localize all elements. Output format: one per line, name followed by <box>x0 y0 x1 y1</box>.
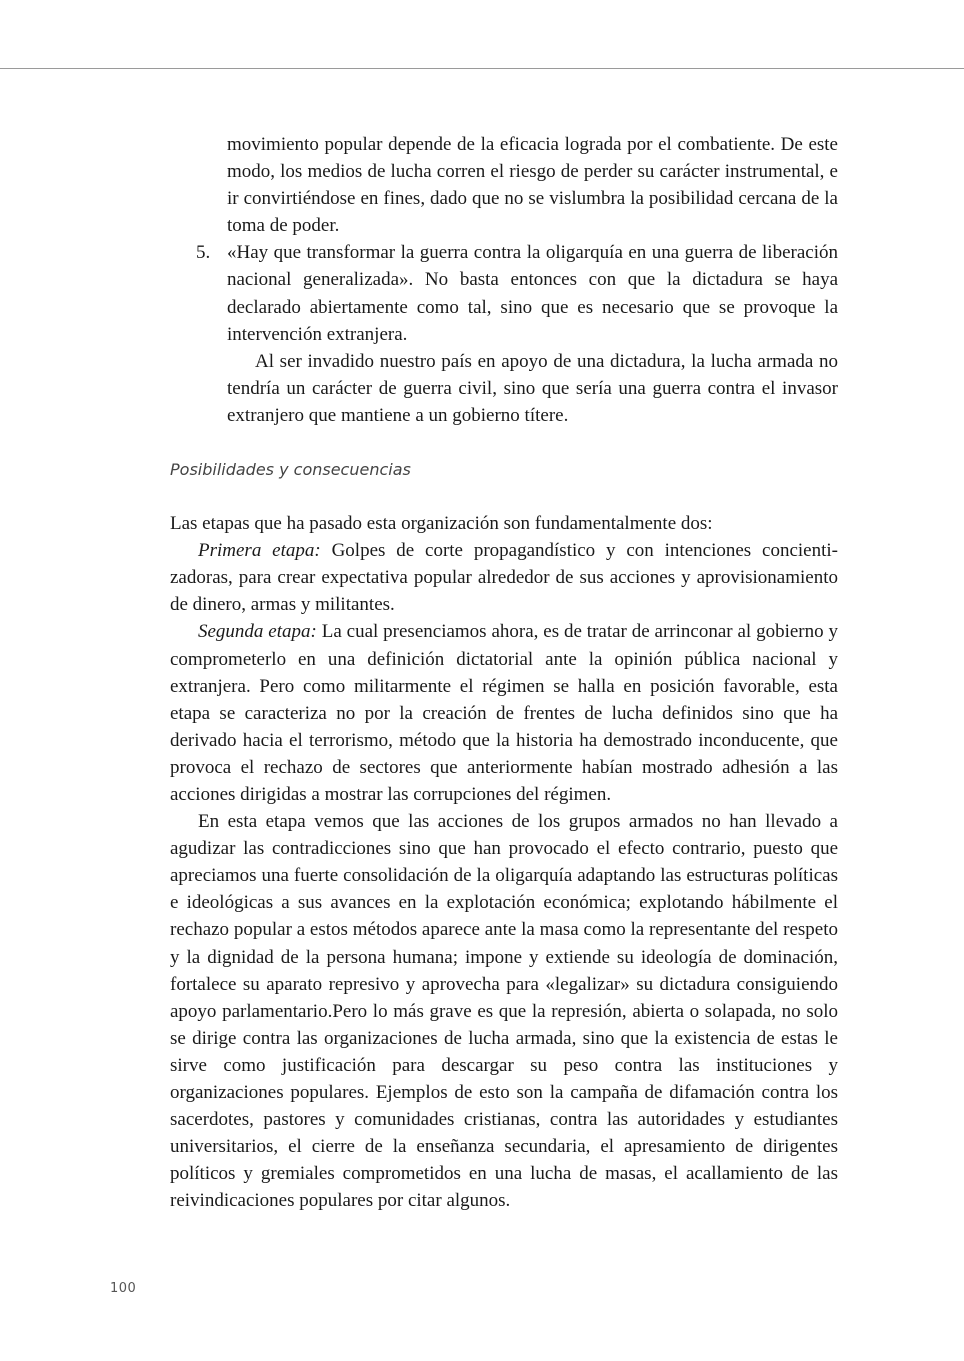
stage-2-text: La cual presenciamos ahora, es de tratar de arrinconar al gobierno y comprometerlo en una definición dictatorial ante la opinión pública nacional y extranjera. Pero como militarmente el régimen se halla en posición favorable, esta etapa se caracteriza no por la creación de frentes de lucha definidos sino que ha derivado hacia el terrorismo, método que la historia ha demostrado inconducente, que provoca el rechazo de sectores que anteriormente habían mostrado adhesión a las acciones dirigidas a mostrar las corrupciones del régimen. <box>170 621 838 805</box>
stage-2-label: Segunda etapa: <box>198 621 317 643</box>
header-rule <box>0 68 964 69</box>
closing-paragraph: En esta etapa vemos que las acciones de los grupos armados no han llevado a agudizar las contradicciones sino que han provocado el efecto contrario, puesto que apreciamos una fuerte consolidación de la oligarquía adaptando las estructuras políticas e ideológicas a sus avances en la explotación económica; explotando hábilmente el rechazo popular a estos métodos aparece ante la masa como la representante del respeto y la dignidad de la persona humana; impone y extiende su ideología de dominación, fortalece su aparato represivo y aprovecha para «legalizar» su dictadura consiguiendo apoyo parlamentario.Pero lo más grave es que la represión, abierta o solapada, no solo se dirige contra las organizaciones de lucha armada, sino que la existencia de estas le sirve como justificación para descargar su peso contra las instituciones y organizaciones populares. Ejemplos de esto son la campaña de difamación contra los sacerdotes, pastores y comunidades cristianas, contra las autoridades y estudiantes universitarios, el cierre de la enseñanza secundaria, el apresamiento de dirigentes políticos y gremiales comprometidos en una lucha de masas, el acallamiento de las reivindicaciones populares por citar algunos. <box>170 811 838 1212</box>
body-text <box>170 131 838 1214</box>
list-item-5 <box>196 239 838 429</box>
list-item-text: «Hay que transformar la guerra contra la oligarquía en una guerra de liberación nacional generalizada». No basta entonces con que la dictadura se haya declarado abiertamente como tal, sino que es necesario que se provoque la intervención extranjera. <box>227 242 838 345</box>
stage-1-paragraph <box>170 537 838 618</box>
list-number: 5. <box>196 242 211 264</box>
list-item-followup: Al ser invadido nuestro país en apoyo de una dictadura, la lucha armada no tendría un carácter de guerra civil, sino que sería una guerra contra el invasor extranjero que mantiene a un gobierno títere. <box>227 350 838 426</box>
stage-1-label: Primera etapa: <box>198 540 321 562</box>
numbered-list <box>196 131 838 429</box>
section-heading: Posibilidades y consecuencias <box>170 460 411 480</box>
intro-paragraph: Las etapas que ha pasado esta organización son fundamentalmente dos: <box>170 513 713 535</box>
page-number: 100 <box>110 1281 137 1296</box>
stage-2-paragraph <box>170 618 838 808</box>
stage-1-text: Golpes de corte propagandístico y con intenciones concientizadoras, para crear expectativa popular alrededor de sus acciones y aprovisionamiento de dinero, armas y militantes. <box>170 540 838 616</box>
list-item-continuation: movimiento popular depende de la eficacia lograda por el combatiente. De este modo, los medios de lucha corren el riesgo de perder su carácter instrumental, e ir convirtiéndose en fines, dado que no se vislumbra la posibilidad cercana de la toma de poder. <box>227 134 838 237</box>
